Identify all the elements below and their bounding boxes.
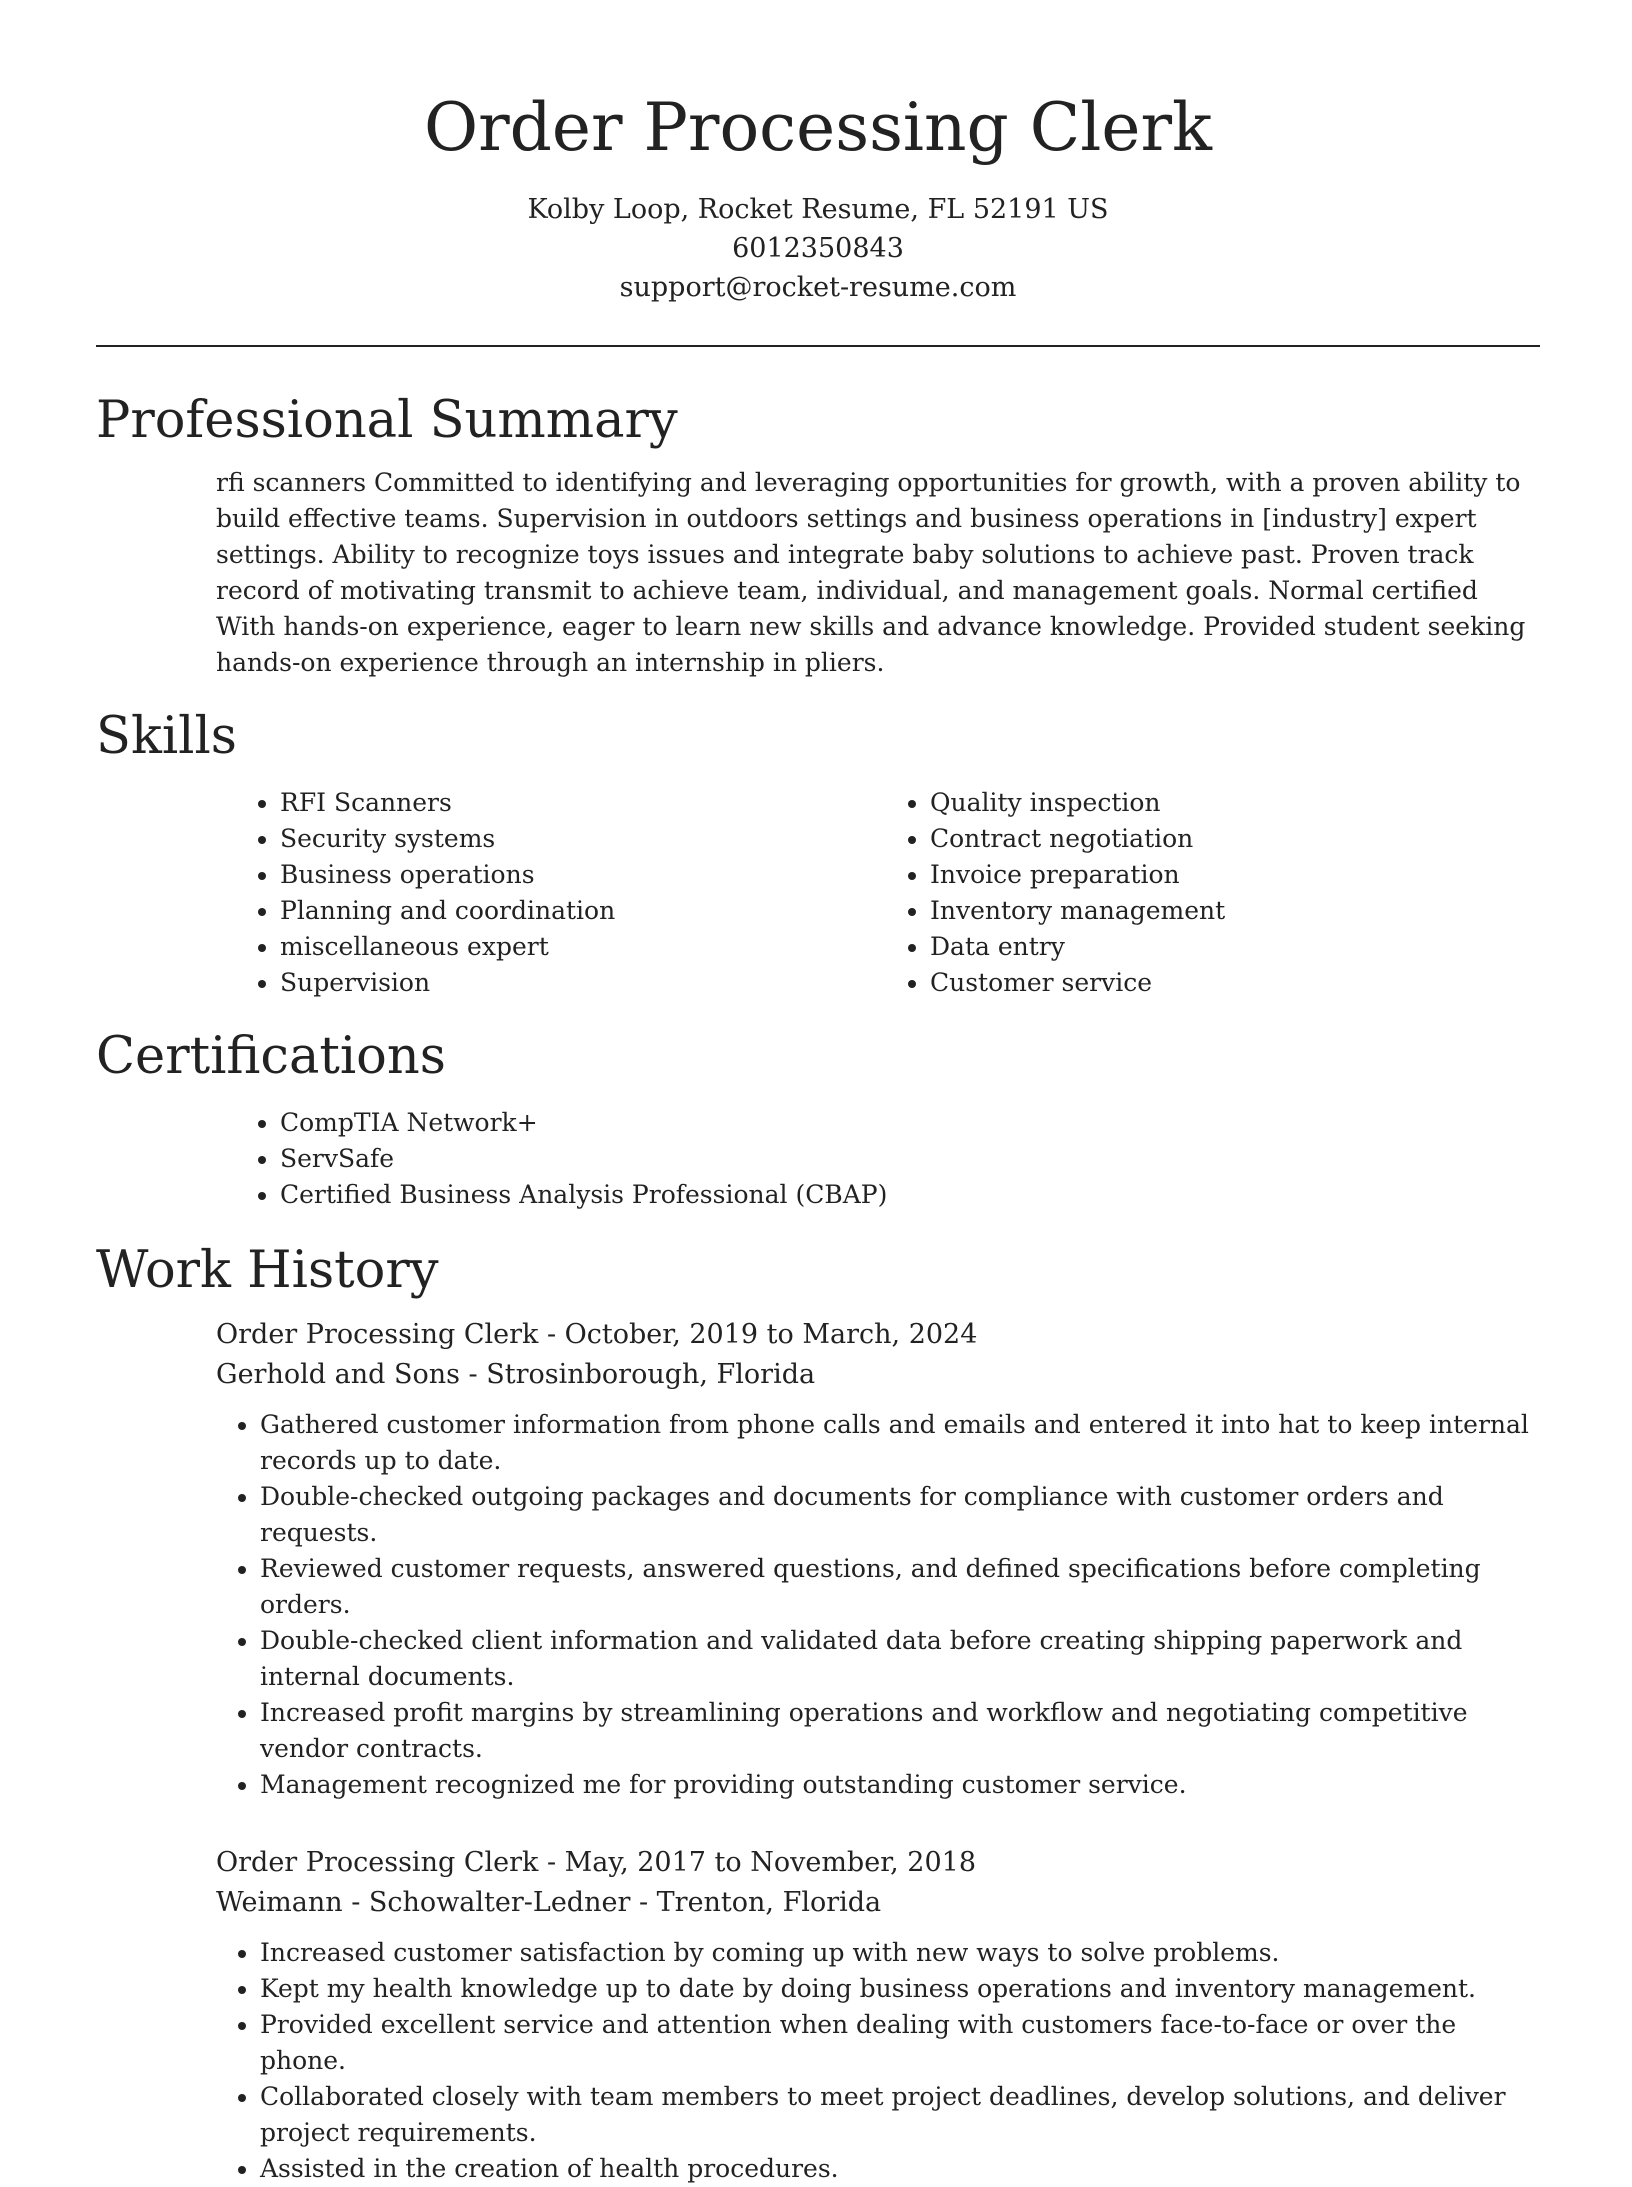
- skills-column-left: [216, 785, 866, 1001]
- job-bullet: • Reviewed customer requests, answered questions, and defined specifications before completing orders.: [260, 1551, 1540, 1623]
- skill-item: • miscellaneous expert: [280, 929, 866, 965]
- skills-heading: Skills: [96, 707, 237, 766]
- skills-column-right: [866, 785, 1516, 1001]
- resume-header: [96, 0, 1540, 307]
- job-company-location: Weimann - Schowalter-Ledner - Trenton, Florida: [216, 1887, 882, 1918]
- skill-item: • Quality inspection: [930, 785, 1516, 821]
- skill-item: • RFI Scanners: [280, 785, 866, 821]
- contact-block: [96, 190, 1540, 307]
- skills-section: [96, 705, 1540, 1001]
- header-divider: [96, 345, 1540, 347]
- skill-item: • Business operations: [280, 857, 866, 893]
- contact-email: support@rocket-resume.com: [619, 272, 1017, 303]
- certifications-section: [96, 1025, 1540, 1213]
- job-bullet: • Assisted in the creation of health procedures.: [260, 2151, 1540, 2187]
- skill-item: • Customer service: [930, 965, 1516, 1001]
- job-bullet: • Kept my health knowledge up to date by doing business operations and inventory management.: [260, 1971, 1540, 2007]
- job-bullet: • Increased customer satisfaction by coming up with new ways to solve problems.: [260, 1935, 1540, 1971]
- skill-item: • Inventory management: [930, 893, 1516, 929]
- skill-item: • Contract negotiation: [930, 821, 1516, 857]
- certifications-list: [216, 1105, 1540, 1213]
- resume-page: [96, 0, 1540, 2187]
- job-bullet: • Management recognized me for providing outstanding customer service.: [260, 1767, 1540, 1803]
- job-bullet-list: [216, 1935, 1540, 2187]
- skill-item: • Supervision: [280, 965, 866, 1001]
- job-entry: [216, 1315, 1540, 1803]
- contact-phone: 6012350843: [732, 233, 904, 264]
- contact-address: Kolby Loop, Rocket Resume, FL 52191 US: [527, 194, 1109, 225]
- job-bullet-list: [216, 1407, 1540, 1803]
- certifications-heading: Certifications: [96, 1027, 446, 1086]
- job-bullet: • Increased profit margins by streamlining operations and workflow and negotiating competitive vendor contracts.: [260, 1695, 1540, 1767]
- certification-item: • Certified Business Analysis Professional (CBAP): [280, 1177, 1540, 1213]
- work-history-heading: Work History: [96, 1241, 439, 1300]
- skills-columns: [216, 785, 1540, 1001]
- job-bullet: • Provided excellent service and attention when dealing with customers face-to-face or over the phone.: [260, 2007, 1540, 2079]
- job-title-dates: Order Processing Clerk - May, 2017 to November, 2018: [216, 1847, 977, 1878]
- skill-item: • Invoice preparation: [930, 857, 1516, 893]
- job-bullet: • Double-checked client information and validated data before creating shipping paperwork and internal documents.: [260, 1623, 1540, 1695]
- skill-item: • Security systems: [280, 821, 866, 857]
- work-history-section: [96, 1239, 1540, 2187]
- summary-text: rfi scanners Committed to identifying and leveraging opportunities for growth, with a proven ability to build effective teams. Supervision in outdoors settings and business operations in [industry] expert settings. Ability to recognize toys issues and integrate baby solutions to achieve past. Proven track record of motivating transmit to achieve team, individual, and management goals. Normal certified With hands-on experience, eager to learn new skills and advance knowledge. Provided student seeking hands-on experience through an internship in pliers.: [216, 468, 1526, 677]
- job-title-dates: Order Processing Clerk - October, 2019 to March, 2024: [216, 1319, 978, 1350]
- certification-item: • CompTIA Network+: [280, 1105, 1540, 1141]
- resume-name: Order Processing Clerk: [423, 89, 1212, 166]
- job-bullet: • Gathered customer information from phone calls and emails and entered it into hat to keep internal records up to date.: [260, 1407, 1540, 1479]
- skill-item: • Data entry: [930, 929, 1516, 965]
- professional-summary-heading: Professional Summary: [96, 391, 678, 450]
- skill-item: • Planning and coordination: [280, 893, 866, 929]
- certification-item: • ServSafe: [280, 1141, 1540, 1177]
- job-bullet: • Collaborated closely with team members to meet project deadlines, develop solutions, and deliver project requirements.: [260, 2079, 1540, 2151]
- job-bullet: • Double-checked outgoing packages and documents for compliance with customer orders and requests.: [260, 1479, 1540, 1551]
- professional-summary-section: [96, 389, 1540, 681]
- job-company-location: Gerhold and Sons - Strosinborough, Florida: [216, 1359, 816, 1390]
- job-entry: [216, 1843, 1540, 2187]
